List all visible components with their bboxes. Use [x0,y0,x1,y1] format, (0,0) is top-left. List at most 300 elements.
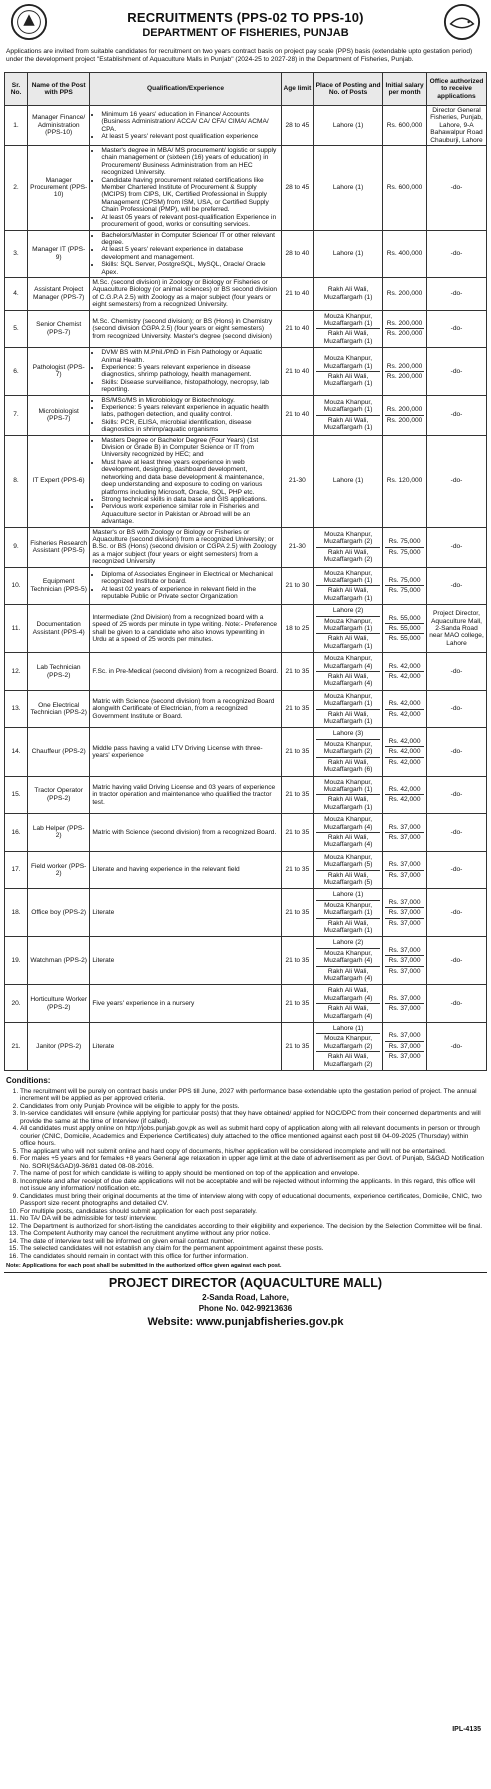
office-cell: -do- [426,653,486,691]
qualification-item: • BS/MSc/MS in Microbiology or Biotechnology. [101,397,278,404]
qualification-cell [90,728,281,776]
salary-cell [383,435,427,527]
salary-value: Rs. 200,000 [386,330,423,338]
salary-value: Rs. 37,000 [388,1005,421,1013]
salary-value: Rs. 200,000 [386,372,423,380]
table-row [5,937,487,985]
salary-cell [383,527,427,567]
age-cell: 21 to 40 [281,348,313,395]
salary-value: Rs. 37,000 [388,1053,421,1061]
place-of-posting: Lahore (2) [316,606,380,616]
qualification-list [92,111,278,141]
post-cell: Lab Technician (PPS-2) [28,653,90,691]
salary-value: Rs. 37,000 [388,919,421,927]
salary-value: Rs. 42,000 [385,785,424,795]
qualification-text: Literate and having experience in the relevant field [92,866,240,874]
condition-item: 5. The applicant who will not submit online and hard copy of documents, his/her application will be considered incomplete and will not be entertained. [20,1148,485,1156]
fisheries-department-logo-icon [443,2,481,42]
table-row [5,106,487,146]
qualification-cell [90,395,281,435]
footer-office-title: PROJECT DIRECTOR (AQUACULTURE MALL) [108,1276,383,1291]
header-post: Name of the Post with PPS [28,73,90,106]
place-of-posting: Mouza Khanpur, Muzaffargarh (2) [316,1034,380,1052]
qualification-text: Literate [92,909,115,917]
advertisement-page [4,0,487,1789]
qualification-item: • Diploma of Associates Engineer in Electrical or Mechanical recognized Institute or board. [101,571,278,586]
qualification-item: • At least 05 years of relevant post-qualification Experience in procurement of good, works or consulting services. [101,214,278,229]
place-cell [314,435,383,527]
age-cell: 28 to 45 [281,106,313,146]
age-cell: 21 to 35 [281,889,313,937]
place-of-posting: Mouza Khanpur, Muzaffargarh (4) [316,654,380,672]
sr-cell: 6. [5,348,28,395]
salary-value: Rs. 42,000 [388,710,421,718]
sr-cell: 3. [5,230,28,277]
salary-cell [383,653,427,691]
salary-value: Rs. 75,000 [385,576,424,586]
sr-cell: 18. [5,889,28,937]
place-of-posting: Rakh Ali Wali, Muzaffargarh (1) [323,710,373,726]
salary-cell [383,277,427,310]
salary-value: Rs. 55,000 [385,614,424,624]
age-cell: 21 to 35 [281,653,313,691]
salary-value: Rs. 37,000 [385,956,424,966]
salary-value: Rs. 42,000 [385,662,424,672]
qualification-item: • Must have at least three years experience in web development, designing, dashboard development, networking and data base development & maintenance, deep understanding and exposure to coding on various platforms including Microsoft, Oracle, SQL, PHP etc. [101,459,278,496]
salary-cell [383,889,427,937]
condition-item: 3. In-service candidates will ensure (while applying for particular posts) that they have obtained/ applied for NOC/DPC from their concerned departments and will provide the same at the time of Interview (if called). [20,1110,485,1125]
post-cell: Office boy (PPS-2) [28,889,90,937]
recruitment-table [4,72,487,1071]
place-of-posting: Lahore (1) [332,184,364,192]
salary-cell [383,776,427,814]
place-of-posting: Lahore (2) [316,938,380,948]
salary-cell [383,395,427,435]
salary-cell [383,985,427,1023]
office-cell: -do- [426,889,486,937]
sr-cell: 17. [5,851,28,889]
office-cell: -do- [426,527,486,567]
age-cell: 21 to 35 [281,728,313,776]
age-cell: 28 to 40 [281,230,313,277]
sr-cell: 5. [5,310,28,348]
office-cell: -do- [426,567,486,605]
table-row [5,310,487,348]
qualification-item: • Pervious work experience similar role in Fisheries and Aquaculture sector in Pakistan or Abroad will be an advantage. [101,503,278,525]
sr-cell: 7. [5,395,28,435]
place-cell [314,146,383,230]
qualification-cell [90,310,281,348]
salary-value: Rs. 600,000 [386,184,423,192]
place-cell [314,395,383,435]
salary-cell [383,728,427,776]
sr-cell: 10. [5,567,28,605]
sr-cell: 19. [5,937,28,985]
conditions-section [6,1077,485,1260]
age-cell: 21 to 30 [281,567,313,605]
table-row [5,690,487,728]
sr-cell: 15. [5,776,28,814]
sr-cell: 2. [5,146,28,230]
qualification-item: • Experience: 5 years relevant experience in aquatic health labs, pathogen detection, and quality control. [101,404,278,419]
header [4,0,487,48]
age-cell: 21 to 35 [281,985,313,1023]
salary-value: Rs. 200,000 [385,362,424,372]
qualification-text: Literate [92,957,115,965]
intro-text: Applications are invited from suitable candidates for recruitment on two years contract basis on project pay scale (PPS) basis (extendable upto gestation period) under the development project "Establishment of Aquaculture Malls in Punjab" (2024-25 to 2027-28) in the Department of Fisheries, Punjab. [6,48,473,63]
header-sr: Sr. No. [5,73,28,106]
qualification-cell [90,146,281,230]
qualification-list [92,232,278,276]
place-of-posting: Rakh Ali Wali, Muzaffargarh (1) [323,330,373,345]
qualification-item: • Skills: PCR, ELISA, microbial identification, disease diagnostics in shrimp/aquatic organisms [101,419,278,434]
place-of-posting: Rakh Ali Wali, Muzaffargarh (4) [323,673,373,688]
condition-item: 15. The selected candidates will not establish any claim for the permanent appointment against these posts. [20,1245,485,1253]
place-of-posting: Lahore (1) [332,121,364,129]
condition-item: 16. The candidates should remain in contact with this office for further information. [20,1253,485,1261]
age-cell: 21 to 40 [281,277,313,310]
qualification-item: • At least 5 years' relevant post qualification experience [101,133,278,140]
place-of-posting: Mouza Khanpur, Muzaffargarh (1) [316,617,380,635]
salary-cell [383,814,427,852]
place-of-posting: Rakh Ali Wali, Muzaffargarh (1) [323,587,373,602]
salary-cell [383,310,427,348]
qualification-text: Master's or BS with Zoology or Biology or Fisheries or Aquaculture (second division) from a recognized University; or B.Sc. or BS (Hons) (second division or CGPA 2.5) with Zoology as a major subject (four years or eight semesters) from a recognized University [92,528,277,566]
age-cell: 21 to 40 [281,310,313,348]
header-qualification: Qualification/Experience [90,73,281,106]
office-cell: -do- [426,395,486,435]
salary-cell [383,605,427,653]
age-cell: 21 to 35 [281,851,313,889]
place-of-posting: Mouza Khanpur, Muzaffargarh (1) [316,354,380,372]
footer [4,1272,487,1328]
salary-value: Rs. 37,000 [385,823,424,833]
footer-phone: Phone No. 042-99213636 [198,1304,293,1314]
place-of-posting: Rakh Ali Wali, Muzaffargarh (5) [323,871,373,886]
place-cell [314,567,383,605]
salary-value: Rs. 120,000 [386,477,423,485]
sr-cell: 16. [5,814,28,852]
sr-cell: 20. [5,985,28,1023]
salary-value: Rs. 75,000 [388,548,421,556]
condition-item: 12. The Department is authorized for short-listing the candidates according to their eligibility and experience. The decision by the Selection Committee will be final. [20,1223,485,1231]
conditions-heading: Conditions: [6,1076,51,1086]
table-row [5,230,487,277]
place-cell [314,776,383,814]
salary-value: Rs. 37,000 [388,967,421,975]
post-cell: Manager IT (PPS-9) [28,230,90,277]
qualification-item: • Strong technical skills in data base and GIS applications. [101,496,278,503]
office-cell: Project Director, Aquaculture Mall, 2-Sanda Road near MAO college, Lahore [426,605,486,653]
place-of-posting: Lahore (1) [316,1024,380,1034]
table-row [5,567,487,605]
age-cell: 21-30 [281,435,313,527]
place-of-posting: Rakh Ali Wali, Muzaffargarh (4) [323,967,373,983]
qualification-cell [90,435,281,527]
office-cell: -do- [426,937,486,985]
condition-item: 11. No TA/ DA will be admissible for test/ interview. [20,1215,485,1223]
place-cell [314,690,383,728]
header-salary: Initial salary per month [383,73,427,106]
post-cell: Lab Helper (PPS-2) [28,814,90,852]
qualification-text: F.Sc. in Pre-Medical (second division) from a recognized Board. [92,667,279,675]
qualification-cell [90,277,281,310]
post-cell: IT Expert (PPS-6) [28,435,90,527]
place-of-posting: Mouza Khanpur, Muzaffargarh (4) [316,949,380,967]
qualification-text: M.Sc. (second division) in Zoology or Biology or Fisheries or Aquaculture Biology (or animal sciences) or BS second division of C.G.P.A 2.5) with Zoology as a major subject (four years or eight semesters) from a recognized University. [92,278,278,309]
office-cell: -do- [426,348,486,395]
salary-cell [383,230,427,277]
qualification-cell [90,653,281,691]
post-cell: Equipment Technician (PPS-5) [28,567,90,605]
qualification-item: • DVM/ BS with M.Phil./PhD in Fish Pathology or Aquatic Animal Health. [101,349,278,364]
office-cell: -do- [426,851,486,889]
place-of-posting: Rakh Ali Wali, Muzaffargarh (1) [323,372,373,388]
condition-item: 1. The recruitment will be purely on contract basis under PPS till June, 2027 with performance base extendable upto the gestation period of project. The annual increment will be applied as per approved criteria. [20,1088,485,1103]
header-office: Office authorized to receive applications [426,73,486,106]
place-of-posting: Lahore (1) [332,250,364,258]
place-of-posting: Mouza Khanpur, Muzaffargarh (2) [316,740,380,758]
header-age: Age limit [281,73,313,106]
age-cell: 21 to 35 [281,776,313,814]
qualification-text: M.Sc. Chemistry (second division); or BS (Hons) in Chemistry (second division CGPA 2.5) (four years or eight semesters) from recognized University. Master's degree (second division) [92,317,273,340]
qualification-cell [90,889,281,937]
qualification-cell [90,814,281,852]
sr-cell: 9. [5,527,28,567]
place-of-posting: Rakh Ali Wali, Muzaffargarh (1) [323,796,373,811]
salary-cell [383,348,427,395]
salary-value: Rs. 37,000 [385,1031,424,1041]
qualification-cell [90,348,281,395]
header-place: Place of Posting and No. of Posts [314,73,383,106]
place-of-posting: Rakh Ali Wali, Muzaffargarh (1) [323,416,373,432]
place-of-posting: Rakh Ali Wali, Muzaffargarh (1) [323,286,373,301]
table-row [5,605,487,653]
place-of-posting: Rakh Ali Wali, Muzaffargarh (1) [323,635,373,650]
post-cell: Assistant Project Manager (PPS-7) [28,277,90,310]
qualification-item: • Experience: 5 years relevant experience in disease diagnostics, shrimp pathology, health management. [101,364,278,379]
place-cell [314,851,383,889]
salary-value: Rs. 75,000 [388,587,421,595]
post-cell: Watchman (PPS-2) [28,937,90,985]
office-cell: -do- [426,690,486,728]
age-cell: 18 to 25 [281,605,313,653]
qualification-list [92,349,278,393]
qualification-list [92,571,278,601]
qualification-list [92,437,278,526]
salary-cell [383,851,427,889]
qualification-text: Intermediate (2nd Division) from a recognized board with a speed of 25 words per minute in type writing. Note:- Preference shall be given to a candidate who also knows typewriting in Urdu at a speed of 25 words per minutes. [92,613,278,644]
table-row [5,814,487,852]
department-name: DEPARTMENT OF FISHERIES, PUNJAB [142,27,349,39]
qualification-text: Matric with Science (second division) from a recognized Board alongwith Certificate of Electrician, from a recognized Government Institute or Board. [92,698,275,720]
punjab-government-logo-icon [10,2,48,42]
place-cell [314,985,383,1023]
salary-cell [383,146,427,230]
post-cell: Fisheries Research Assistant (PPS-5) [28,527,90,567]
office-cell: -do- [426,776,486,814]
office-cell: -do- [426,985,486,1023]
salary-value: Rs. 42,000 [385,737,424,747]
conditions-list [6,1088,485,1261]
salary-value: Rs. 200,000 [385,405,424,415]
salary-value: Rs. 37,000 [388,871,421,879]
condition-item: 7. The name of post for which candidate is willing to apply should be mentioned on top of the application and envelope. [20,1170,485,1178]
qualification-cell [90,985,281,1023]
table-row [5,435,487,527]
place-of-posting: Mouza Khanpur, Muzaffargarh (5) [316,853,380,871]
place-of-posting: Mouza Khanpur, Muzaffargarh (1) [316,901,380,919]
condition-item: 2. Candidates from only Punjab Province will be eligible to apply for the posts. [20,1103,485,1111]
qualification-cell [90,776,281,814]
qualification-cell [90,230,281,277]
place-cell [314,230,383,277]
post-cell: Documentation Assistant (PPS-4) [28,605,90,653]
post-cell: One Electrical Technician (PPS-2) [28,690,90,728]
qualification-cell [90,527,281,567]
place-cell [314,814,383,852]
condition-item: 13. The Competent Authority may cancel the recruitment anytime without any prior notice. [20,1230,485,1238]
place-of-posting: Mouza Khanpur, Muzaffargarh (1) [316,312,380,330]
sr-cell: 12. [5,653,28,691]
salary-value: Rs. 42,000 [385,747,424,757]
office-cell: -do- [426,310,486,348]
place-of-posting: Lahore (1) [316,890,380,900]
salary-value: Rs. 75,000 [385,537,424,547]
place-of-posting: Rakh Ali Wali, Muzaffargarh (1) [323,919,373,934]
salary-value: Rs. 37,000 [385,898,424,908]
post-cell: Microbiologist (PPS-7) [28,395,90,435]
table-row [5,653,487,691]
salary-value: Rs. 600,000 [386,121,423,129]
qualification-text: Five years' experience in a nursery [92,1000,195,1008]
qualification-item: • Masters Degree or Bachelor Degree (Four Years) (1st Division or Grade B) in Computer Science or IT from University recognized by HEC; and [101,437,278,459]
salary-value: Rs. 37,000 [385,946,424,956]
salary-value: Rs. 42,000 [385,699,424,709]
qualification-cell [90,605,281,653]
place-of-posting: Rakh Ali Wali, Muzaffargarh (2) [323,1053,373,1068]
qualification-cell [90,690,281,728]
sr-cell: 1. [5,106,28,146]
salary-value: Rs. 400,000 [386,250,423,258]
place-cell [314,106,383,146]
office-cell: -do- [426,435,486,527]
table-row [5,527,487,567]
place-of-posting: Rakh Ali Wali, Muzaffargarh (2) [323,548,373,563]
qualification-cell [90,567,281,605]
salary-value: Rs. 37,000 [385,1042,424,1052]
office-cell: -do- [426,230,486,277]
salary-value: Rs. 37,000 [385,860,424,870]
salary-cell [383,937,427,985]
salary-cell [383,106,427,146]
salary-value: Rs. 37,000 [388,833,421,841]
sr-cell: 13. [5,690,28,728]
post-cell: Manager Finance/ Administration (PPS-10) [28,106,90,146]
table-row [5,851,487,889]
table-row [5,348,487,395]
table-header-row [5,73,487,106]
place-of-posting: Mouza Khanpur, Muzaffargarh (4) [316,815,380,833]
salary-cell [383,1023,427,1071]
place-of-posting: Rakh Ali Wali, Muzaffargarh (4) [323,1005,373,1020]
salary-value: Rs. 200,000 [386,416,423,424]
qualification-cell [90,937,281,985]
post-cell: Senior Chemist (PPS-7) [28,310,90,348]
qualification-item: • At least 02 years of experience in relevant field in the reputable Public or Private sector Organization [101,586,278,601]
qualification-item: • Candidate having procurement related certifications like Member Chartered Institute of Procurement & Supply (MCIPS) from CIPS, UK, Certified Professional in Supply Management (CPSM) from ISM, USA, or Certified Supply Chain Professional (PMP), will be preferred. [101,177,278,214]
place-cell [314,937,383,985]
sr-cell: 21. [5,1023,28,1071]
place-of-posting: Mouza Khanpur, Muzaffargarh (2) [316,530,380,548]
post-cell: Field worker (PPS-2) [28,851,90,889]
sr-cell: 14. [5,728,28,776]
ipl-reference: IPL-4135 [452,1726,481,1733]
salary-value: Rs. 42,000 [388,673,421,681]
table-row [5,277,487,310]
condition-item: 6. For males +5 years and for females +8 years General age relaxation in upper age limit at the date of advertisement as per Govt. of Punjab, S&GAD Notification No. SORI(S&GAD)9-36/81 dated 08-08-2016. [20,1155,485,1170]
place-of-posting: Lahore (3) [316,729,380,739]
place-of-posting: Rakh Ali Wali, Muzaffargarh (6) [323,758,373,774]
place-cell [314,1023,383,1071]
place-cell [314,889,383,937]
place-of-posting: Rakh Ali Wali, Muzaffargarh (4) [316,986,380,1004]
qualification-cell [90,851,281,889]
place-cell [314,527,383,567]
table-row [5,776,487,814]
salary-cell [383,567,427,605]
age-cell: 21 to 35 [281,937,313,985]
place-cell [314,653,383,691]
place-cell [314,728,383,776]
condition-item: 10. For multiple posts, candidates should submit application for each post separately. [20,1208,485,1216]
place-of-posting: Mouza Khanpur, Muzaffargarh (1) [316,778,380,796]
applications-note: Note: Applications for each post shall be submitted in the authorized office given against each post. [6,1263,282,1270]
qualification-list [92,147,278,228]
qualification-text: Middle pass having a valid LTV Driving License with three-years' experience [92,744,263,759]
qualification-list [92,397,278,434]
place-cell [314,277,383,310]
qualification-cell [90,106,281,146]
post-cell: Tractor Operator (PPS-2) [28,776,90,814]
age-cell: 21 to 35 [281,1023,313,1071]
post-cell: Pathologist (PPS-7) [28,348,90,395]
condition-item: 8. Incomplete and after receipt of due date applications will not be acceptable and will be rejected without informing the applicants. In this regard, this office will not issue any information/ notification etc. [20,1178,485,1193]
sr-cell: 8. [5,435,28,527]
office-cell: -do- [426,1023,486,1071]
salary-value: Rs. 42,000 [388,758,421,766]
qualification-item: • Master's degree in MBA/ MS procurement/ logistic or supply chain management or (sixteen (16) years of education) in Procurement/ Business Administration from an HEC recognized University. [101,147,278,177]
place-of-posting: Mouza Khanpur, Muzaffargarh (1) [316,569,380,587]
page-title: RECRUITMENTS (PPS-02 TO PPS-10) [127,10,364,25]
table-row [5,146,487,230]
age-cell: 21 to 40 [281,395,313,435]
footer-website[interactable]: Website: www.punjabfisheries.gov.pk [147,1316,344,1329]
place-of-posting: Mouza Khanpur, Muzaffargarh (1) [316,692,380,710]
condition-item: 4. All candidates must apply online on http://jobs.punjab.gov.pk as well as submit hard copy of application along with all relevant documents in person or through courier (CNIC, Domicile, Academics and Experience Certificates) duly attached to the office mentioned against each post till 04-09-2025 (Thursday) within office hours. [20,1125,485,1148]
qualification-item: • Skills: Disease surveillance, histopathology, necropsy, lab reporting. [101,379,278,394]
office-cell: Director General Fisheries, Punjab, Lahore, 9-A Bahawalpur Road Chauburji, Lahore [426,106,486,146]
office-cell: -do- [426,277,486,310]
condition-item: 9. Candidates must bring their original documents at the time of interview along with copy of educational documents, experience certificates, Domicile, CNIC, two Passport size recent photographs and detailed CV. [20,1193,485,1208]
office-cell: -do- [426,814,486,852]
place-cell [314,348,383,395]
place-of-posting: Mouza Khanpur, Muzaffargarh (1) [316,398,380,416]
age-cell: 21 to 35 [281,690,313,728]
table-row [5,728,487,776]
qualification-text: Matric with Science (second division) from a recognized Board. [92,828,277,836]
qualification-text: Matric having valid Driving License and 03 years of experience in tractor operation and maintenance who qualified the tractor test. [92,783,276,806]
